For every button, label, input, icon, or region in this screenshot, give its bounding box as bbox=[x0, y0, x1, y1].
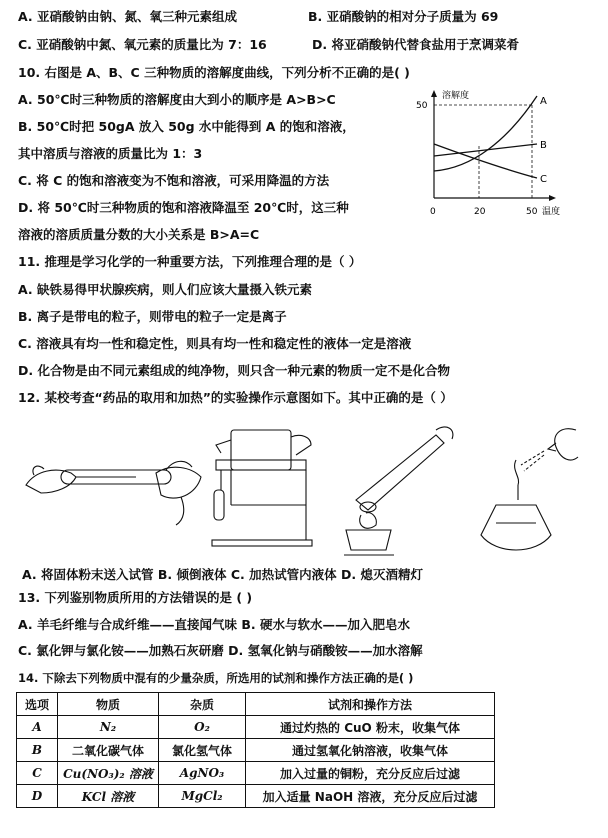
table-header-row bbox=[17, 693, 495, 716]
q10-option-c: C. 将 C 的饱和溶液变为不饱和溶液，可采用降温的方法 bbox=[18, 173, 330, 188]
table-header: 杂质 bbox=[159, 693, 246, 716]
x-tick-20: 20 bbox=[474, 207, 486, 217]
curve-a bbox=[434, 96, 537, 171]
q10-option-d-cont: 溶液的溶质质量分数的大小关系是 B>A=C bbox=[18, 227, 260, 242]
table-cell: 二氧化碳气体 bbox=[58, 739, 159, 762]
q12-stem: 12. 某校考查“药品的取用和加热”的实验操作示意图如下。其中正确的是（ ） bbox=[18, 390, 453, 405]
table-cell: KCl 溶液 bbox=[58, 785, 159, 808]
q11-option-b: B. 离子是带电的粒子，则带电的粒子一定是离子 bbox=[18, 309, 287, 324]
q14-table bbox=[16, 692, 495, 808]
q9-option-a: A. 亚硝酸钠由钠、氮、氧三种元素组成 bbox=[18, 9, 238, 24]
table-cell: 通过灼热的 CuO 粉末，收集气体 bbox=[246, 716, 495, 739]
q10-option-b: B. 50℃时把 50gA 放入 50g 水中能得到 A 的饱和溶液， bbox=[18, 119, 355, 134]
illustration-b-pouring bbox=[212, 430, 312, 546]
table-cell: 加入过量的铜粉，充分反应后过滤 bbox=[246, 762, 495, 785]
table-row bbox=[17, 716, 495, 739]
q11-stem: 11. 推理是学习化学的一种重要方法，下列推理合理的是（ ） bbox=[18, 254, 362, 269]
x-tick-50: 50 bbox=[526, 207, 538, 217]
q10-option-d: D. 将 50℃时三种物质的饱和溶液降温至 20℃时，这三种 bbox=[18, 200, 349, 215]
table-header: 试剂和操作方法 bbox=[246, 693, 495, 716]
table-cell: 通过氢氧化钠溶液，收集气体 bbox=[246, 739, 495, 762]
table-row bbox=[17, 785, 495, 808]
q11-option-a: A. 缺铁易得甲状腺疾病，则人们应该大量摄入铁元素 bbox=[18, 282, 313, 297]
q13-options-ab: A. 羊毛纤维与合成纤维——直接闻气味 B. 硬水与软水——加入肥皂水 bbox=[18, 617, 410, 632]
table-cell: Cu(NO₃)₂ 溶液 bbox=[58, 762, 159, 785]
q9-option-c: C. 亚硝酸钠中氮、氧元素的质量比为 7：16 bbox=[18, 37, 267, 52]
table-cell: AgNO₃ bbox=[159, 762, 246, 785]
q10-option-b-cont: 其中溶质与溶液的质量比为 1：3 bbox=[18, 146, 203, 161]
graph-ylabel: 溶解度 bbox=[442, 91, 470, 101]
q12-options: A. 将固体粉末送入试管 B. 倾倒液体 C. 加热试管内液体 D. 熄灭酒精灯 bbox=[22, 567, 423, 582]
curve-c bbox=[434, 144, 537, 178]
table-row bbox=[17, 762, 495, 785]
illustration-d-extinguish bbox=[481, 429, 578, 550]
graph-ytick: 50 bbox=[416, 101, 428, 111]
q14-stem: 14. 下除去下列物质中混有的少量杂质，所选用的试剂和操作方法正确的是( ) bbox=[18, 671, 414, 685]
illustration-a-powder bbox=[26, 461, 201, 525]
q13-stem: 13. 下列鉴别物质所用的方法错误的是 ( ) bbox=[18, 590, 253, 605]
q11-option-c: C. 溶液具有均一性和稳定性，则具有均一性和稳定性的液体一定是溶液 bbox=[18, 336, 412, 351]
table-header: 物质 bbox=[58, 693, 159, 716]
q11-option-d: D. 化合物是由不同元素组成的纯净物，则只含一种元素的物质一定不是化合物 bbox=[18, 363, 450, 378]
table-row bbox=[17, 739, 495, 762]
q10-stem: 10. 右图是 A、B、C 三种物质的溶解度曲线，下列分析不正确的是( ) bbox=[18, 65, 410, 80]
q9-option-b: B. 亚硝酸钠的相对分子质量为 69 bbox=[308, 9, 499, 24]
label-c: C bbox=[540, 174, 547, 185]
table-header: 选项 bbox=[17, 693, 58, 716]
table-cell: D bbox=[17, 785, 58, 808]
label-a: A bbox=[540, 96, 547, 107]
table-cell: C bbox=[17, 762, 58, 785]
solubility-graph bbox=[412, 86, 580, 226]
x-tick-0: 0 bbox=[430, 207, 436, 217]
q13-options-cd: C. 氯化钾与氯化铵——加熟石灰研磨 D. 氢氧化钠与硝酸铵——加水溶解 bbox=[18, 643, 423, 658]
table-cell: A bbox=[17, 716, 58, 739]
table-cell: N₂ bbox=[58, 716, 159, 739]
table-cell: MgCl₂ bbox=[159, 785, 246, 808]
table-cell: 氯化氢气体 bbox=[159, 739, 246, 762]
q10-option-a: A. 50℃时三种物质的溶解度由大到小的顺序是 A>B>C bbox=[18, 92, 336, 107]
table-cell: B bbox=[17, 739, 58, 762]
lab-illustrations bbox=[16, 415, 596, 565]
table-cell: 加入适量 NaOH 溶液，充分反应后过滤 bbox=[246, 785, 495, 808]
label-b: B bbox=[540, 140, 547, 151]
graph-xlabel: 温度 bbox=[542, 207, 561, 217]
illustration-c-heating bbox=[344, 427, 453, 555]
table-cell: O₂ bbox=[159, 716, 246, 739]
q9-option-d: D. 将亚硝酸钠代替食盐用于烹调菜肴 bbox=[312, 37, 519, 52]
